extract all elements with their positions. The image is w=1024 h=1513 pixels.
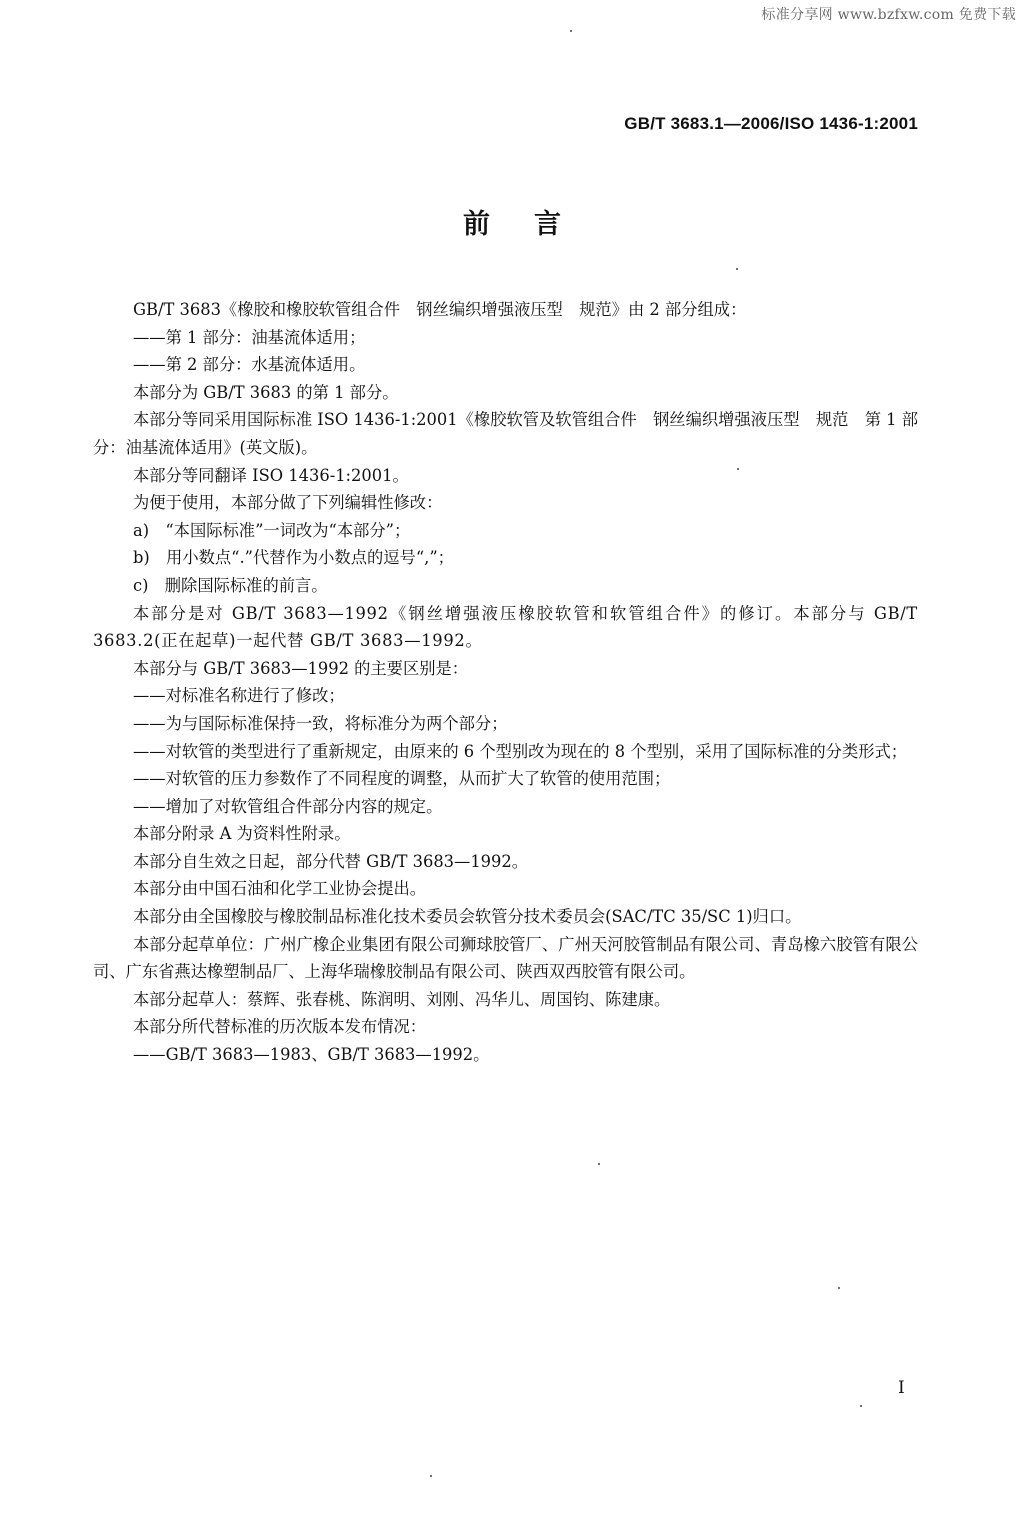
paragraph-effective: 本部分自生效之日起，部分代替 GB/T 3683—1992。 [133,851,529,871]
scan-speck [736,268,738,270]
paragraph-annex: 本部分附录 A 为资料性附录。 [133,824,351,844]
paragraph-main-differences: 本部分与 GB/T 3683—1992 的主要区别是： [133,658,469,678]
paragraph-history: 本部分所代替标准的历次版本发布情况： [133,1017,427,1037]
paragraph-adoption: 本部分等同采用国际标准 ISO 1436-1:2001《橡胶软管及软管组合件 钢丝编织增强液压型 规范 第 1 部分：油基流体适用》(英文版)。 [93,410,918,457]
scan-speck [598,1163,600,1165]
scan-speck [838,1287,840,1289]
list-item-part-2: ——第 2 部分：水基流体适用。 [133,355,366,375]
paragraph-part-statement: 本部分为 GB/T 3683 的第 1 部分。 [133,382,399,402]
list-item-change-c: c) 删除国际标准的前言。 [133,575,328,595]
standard-code: GB/T 3683.1—2006/ISO 1436-1:2001 [624,114,918,133]
scan-speck [737,468,739,470]
paragraph-translation: 本部分等同翻译 ISO 1436-1:2001。 [133,465,409,485]
list-item-change-a: a) “本国际标准”一词改为“本部分”； [133,520,411,540]
paragraph-committee: 本部分由全国橡胶与橡胶制品标准化技术委员会软管分技术委员会(SAC/TC 35/SC 1)归口。 [133,907,802,927]
paragraph-revision: 本部分是对 GB/T 3683—1992《钢丝增强液压橡胶软管和软管组合件》的修订。本部分与 GB/T 3683.2(正在起草)一起代替 GB/T 3683—1992。 [93,603,918,651]
paragraph-drafters: 本部分起草人：蔡辉、张春桃、陈润明、刘刚、冯华儿、周国钧、陈建康。 [133,989,671,1009]
list-item-history: ——GB/T 3683—1983、GB/T 3683—1992。 [133,1045,490,1065]
list-item-difference: ——对软管的压力参数作了不同程度的调整，从而扩大了软管的使用范围； [133,769,671,789]
page-number: I [898,1378,905,1398]
scan-speck [570,30,572,32]
paragraph-drafting-units: 本部分起草单位：广州广橡企业集团有限公司狮球胶管厂、广州天河胶管制品有限公司、青岛橡六胶管有限公司、广东省燕达橡塑制品厂、上海华瑞橡胶制品有限公司、陕西双西胶管有限公司。 [93,934,918,982]
paragraph-proposer: 本部分由中国石油和化学工业协会提出。 [133,879,427,899]
watermark: 标准分享网 www.bzfxw.com 免费下载 [761,7,1016,23]
list-item-difference: ——对软管的类型进行了重新规定，由原来的 6 个型别改为现在的 8 个型别，采用了国际标准的分类形式； [133,741,908,761]
list-item-difference: ——增加了对软管组合件部分内容的规定。 [133,796,443,816]
list-item-part-1: ——第 1 部分：油基流体适用； [133,327,366,347]
scan-speck [860,1405,862,1407]
page-title: 前言 [463,209,605,240]
list-item-change-b: b) 用小数点“.”代替作为小数点的逗号“,”； [133,548,454,568]
foreword-body [93,296,918,1069]
paragraph-editorial-changes: 为便于使用，本部分做了下列编辑性修改： [133,493,443,513]
scan-speck [430,1475,432,1477]
list-item-difference: ——为与国际标准保持一致，将标准分为两个部分； [133,713,508,733]
list-item-difference: ——对标准名称进行了修改； [133,686,345,706]
paragraph-composition: GB/T 3683《橡胶和橡胶软管组合件 钢丝编织增强液压型 规范》由 2 部分组成： [133,300,747,319]
